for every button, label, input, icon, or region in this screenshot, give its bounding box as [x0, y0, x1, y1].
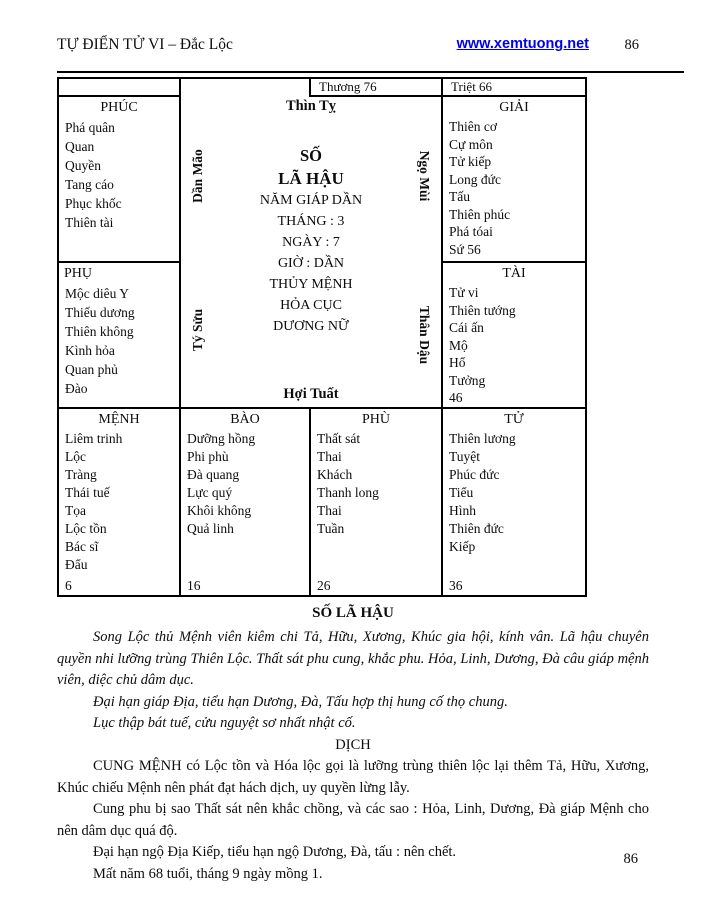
star-item: Phúc đức — [449, 467, 500, 482]
palace-giai — [443, 97, 585, 261]
star-item: Sứ 56 — [449, 241, 481, 257]
palace-label: PHÚC — [100, 100, 138, 115]
branch-label-than-dau: Thân Dậu — [417, 305, 432, 365]
star-item: Tấu — [449, 189, 470, 204]
palace-label: PHÙ — [361, 412, 390, 427]
star-item: Mộc diêu Y — [65, 286, 129, 301]
star-item: Thiên phúc — [449, 206, 511, 222]
star-item: Thanh long — [317, 485, 379, 500]
star-item: Đà quang — [187, 467, 240, 482]
star-item: Phá tóai — [449, 224, 493, 239]
branch-label-hoi-tuat: Hợi Tuất — [283, 386, 339, 402]
chart-info-line: GIỜ : DẦN — [277, 256, 345, 271]
tuvi-chart-table — [57, 77, 587, 597]
thuong-annotation: Thương 76 — [319, 79, 377, 94]
chart-center-info — [181, 145, 441, 337]
star-item: Quả linh — [187, 521, 234, 536]
palace-tu — [443, 409, 585, 595]
palace-phuc — [59, 97, 179, 261]
branch-label-dan-mao: Dần Mão — [190, 149, 205, 203]
article-title: SỐ LÃ HẬU — [312, 605, 394, 621]
chart-info-line: HỎA CỤC — [280, 298, 342, 313]
star-item: Thiếu dương — [65, 305, 135, 320]
cycle-number: 6 — [65, 578, 72, 593]
article-paragraph: CUNG MỆNH có Lộc tồn và Hóa lộc gọi là lưỡng trùng thiên lộc lại thêm Tả, Hữu, Xương, Khúc chiếu Mệnh nên phát đạt hách dịch, uy quyền lừng lẫy. — [57, 758, 649, 796]
star-item: Tuần — [317, 521, 345, 536]
chart-title-line2: LÃ HẬU — [278, 169, 344, 188]
chart-info-line: NGÀY : 7 — [282, 235, 340, 250]
star-item: Quyền — [65, 158, 101, 173]
branch-label-thin-ty: Thìn Tỵ — [285, 98, 337, 114]
star-item: Hổ — [449, 355, 466, 370]
star-item: Long đức — [449, 171, 501, 187]
star-item: Liêm trinh — [65, 431, 123, 446]
palace-bao — [181, 409, 309, 595]
star-item: Thai — [317, 503, 342, 518]
star-item: Hình — [449, 503, 476, 518]
star-item: Cái ấn — [449, 320, 484, 335]
palace-phu2 — [311, 409, 441, 595]
article-paragraph: Lục thập bát tuế, cửu nguyệt sơ nhất nhật cố. — [93, 715, 356, 731]
star-item: Dưỡng hồng — [187, 431, 256, 446]
star-item: 46 — [449, 390, 463, 405]
star-item: Thai — [317, 449, 342, 464]
star-item: Lực quý — [187, 485, 233, 500]
star-item: Thái tuế — [65, 485, 110, 500]
article-paragraph: Song Lộc thủ Mệnh viên kiêm chi Tả, Hữu, Xương, Khúc gia hội, kính vân. Lã hậu chuyên quyền nhi lưỡng trùng Thiên Lộc. Thất sát phu cung, khắc phu. Hỏa, Linh, Dương, Đà câu giáp mệnh viên, diệc chủ dâm dục. — [57, 629, 649, 688]
star-item: Tràng — [65, 467, 97, 482]
article-paragraph: Đại hạn giáp Địa, tiểu hạn Dương, Đà, Tấu hợp thị hung cố thọ chung. — [93, 693, 508, 710]
cycle-number: 26 — [317, 578, 331, 593]
star-item: Thiên lương — [449, 431, 516, 446]
header-rule — [57, 71, 684, 73]
cycle-number: 36 — [449, 578, 463, 593]
palace-label: TỬ — [504, 412, 524, 427]
chart-info-line: DƯƠNG NỮ — [273, 319, 349, 334]
dich-heading: DỊCH — [335, 736, 371, 753]
star-item: Đào — [65, 381, 88, 396]
cycle-number: 16 — [187, 578, 201, 593]
star-item: Tọa — [65, 503, 86, 518]
star-item: Quan phủ — [65, 362, 118, 377]
chart-title-line1: SỐ — [299, 146, 322, 165]
star-item: Lộc — [65, 449, 86, 464]
star-item: Thiên cơ — [449, 119, 497, 134]
star-item: Thiên không — [65, 324, 134, 339]
star-item: Phục khốc — [65, 196, 122, 211]
star-item: Cự môn — [449, 136, 493, 152]
article-paragraph: Mất năm 68 tuổi, tháng 9 ngày mồng 1. — [93, 865, 323, 882]
star-item: Khôi không — [187, 503, 252, 518]
palace-label: MỆNH — [98, 412, 140, 427]
palace-label: TÀI — [502, 266, 526, 281]
chart-center-cell — [181, 79, 441, 407]
star-item: Tử kiếp — [449, 154, 492, 169]
star-item: Bác sĩ — [65, 539, 99, 554]
palace-label: PHỤ — [64, 266, 93, 281]
branch-label-ngo-mui: Ngọ Mùi — [417, 150, 432, 202]
palace-tai — [443, 263, 585, 407]
star-item: Lộc tồn — [65, 521, 107, 536]
star-item: Phá quân — [65, 120, 115, 135]
star-item: Kình hỏa — [65, 343, 115, 358]
chart-info-line: THÁNG : 3 — [277, 214, 345, 229]
star-item: Thiên đức — [449, 521, 504, 536]
star-item: Mộ — [449, 337, 468, 353]
star-item: Tưởng — [449, 372, 486, 388]
palace-label: GIẢI — [499, 100, 529, 115]
star-item: Tang cáo — [65, 177, 114, 192]
star-item: Tử vi — [449, 285, 479, 300]
triet-annotation: Triệt 66 — [451, 79, 493, 94]
branch-label-ty-suu: Tý Sửu — [190, 308, 205, 352]
page-header — [57, 36, 649, 58]
star-item: Khách — [317, 467, 353, 482]
palace-phu — [59, 263, 179, 407]
article-paragraph: Đại hạn ngộ Địa Kiếp, tiểu hạn ngộ Dương, Đà, tấu : nên chết. — [93, 844, 457, 860]
star-item: Phi phù — [187, 449, 229, 464]
website-link[interactable]: www.xemtuong.net — [456, 36, 589, 52]
page-number-bottom: 86 — [623, 851, 638, 867]
palace-label: BÀO — [230, 412, 260, 427]
chart-info-line: NĂM GIÁP DẦN — [259, 193, 363, 208]
article-paragraph: Cung phu bị sao Thất sát nên khắc chồng, và các sao : Hỏa, Linh, Dương, Đà giáp Mệnh cho nên dâm dục quá độ. — [57, 801, 649, 839]
palace-menh — [59, 409, 179, 595]
article-section — [57, 602, 649, 885]
star-item: Đẩu — [65, 557, 88, 572]
chart-info-line: THỦY MỆNH — [269, 277, 353, 292]
star-item: Quan — [65, 139, 95, 154]
star-item: Tiểu — [449, 485, 474, 500]
star-item: Thiên tài — [65, 215, 114, 230]
star-item: Tuyệt — [449, 449, 481, 464]
star-item: Kiếp — [449, 539, 476, 554]
star-item: Thất sát — [317, 431, 361, 446]
star-item: Thiên tướng — [449, 302, 516, 318]
book-title: TỰ ĐIỂN TỬ VI – Đắc Lộc — [57, 36, 233, 53]
page-number-top: 86 — [624, 37, 639, 53]
